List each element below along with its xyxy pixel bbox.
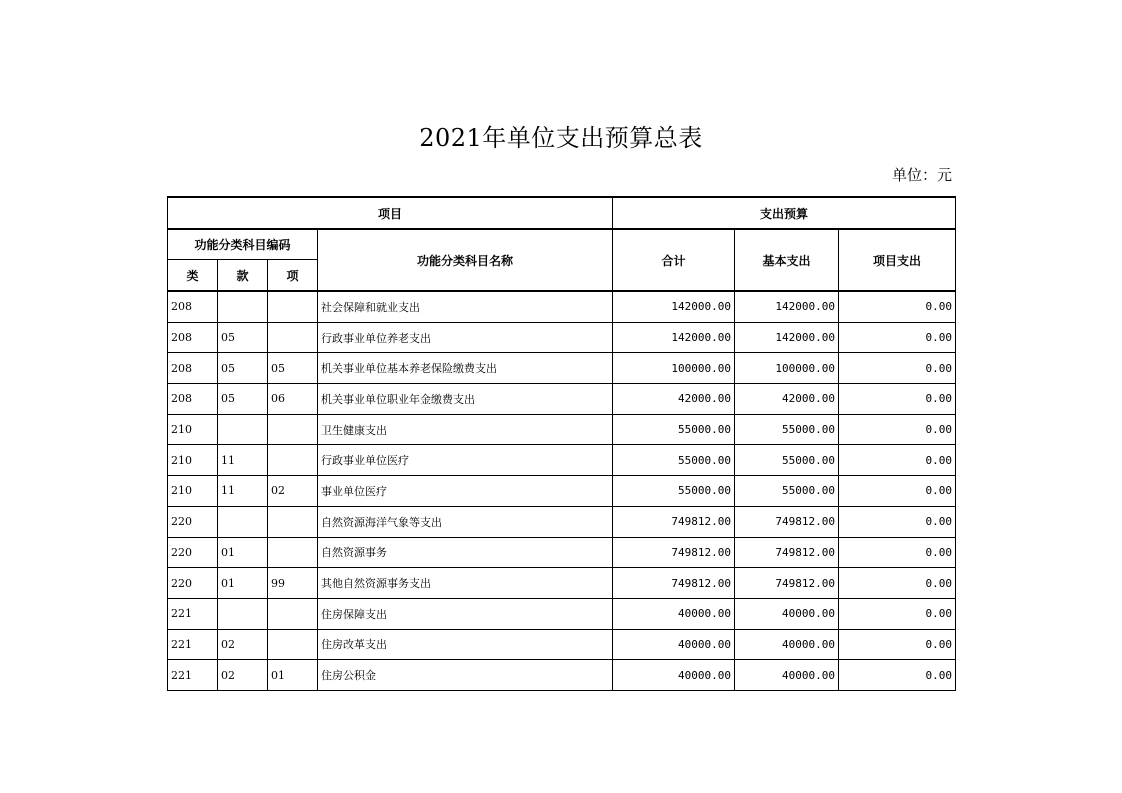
cell-section: 02 <box>218 629 268 660</box>
cell-basic: 749812.00 <box>735 506 839 537</box>
cell-class: 208 <box>168 322 218 353</box>
cell-name: 其他自然资源事务支出 <box>318 568 613 599</box>
cell-class: 208 <box>168 384 218 415</box>
table-row <box>168 629 956 660</box>
cell-project: 0.00 <box>839 414 956 445</box>
cell-section: 05 <box>218 322 268 353</box>
cell-name: 行政事业单位养老支出 <box>318 322 613 353</box>
cell-total: 749812.00 <box>613 568 735 599</box>
header-project-expense: 项目支出 <box>839 229 956 291</box>
page-title: 2021年单位支出预算总表 <box>419 124 703 152</box>
cell-section: 05 <box>218 384 268 415</box>
cell-section <box>218 291 268 322</box>
cell-section: 05 <box>218 353 268 384</box>
cell-total: 749812.00 <box>613 506 735 537</box>
table-row <box>168 384 956 415</box>
cell-item <box>268 291 318 322</box>
header-section: 款 <box>218 260 268 292</box>
cell-basic: 100000.00 <box>735 353 839 384</box>
table-row <box>168 353 956 384</box>
table-row <box>168 506 956 537</box>
table-row <box>168 598 956 629</box>
cell-name: 自然资源事务 <box>318 537 613 568</box>
cell-class: 220 <box>168 568 218 599</box>
cell-project: 0.00 <box>839 291 956 322</box>
cell-name: 机关事业单位基本养老保险缴费支出 <box>318 353 613 384</box>
cell-item: 99 <box>268 568 318 599</box>
cell-total: 749812.00 <box>613 537 735 568</box>
cell-total: 142000.00 <box>613 291 735 322</box>
cell-section: 02 <box>218 660 268 691</box>
cell-section <box>218 414 268 445</box>
cell-basic: 40000.00 <box>735 660 839 691</box>
header-func-code: 功能分类科目编码 <box>168 229 318 260</box>
cell-item <box>268 598 318 629</box>
header-total: 合计 <box>613 229 735 291</box>
table-row <box>168 291 956 322</box>
cell-total: 40000.00 <box>613 660 735 691</box>
cell-basic: 142000.00 <box>735 291 839 322</box>
table-row <box>168 322 956 353</box>
cell-basic: 40000.00 <box>735 629 839 660</box>
cell-name: 行政事业单位医疗 <box>318 445 613 476</box>
cell-basic: 40000.00 <box>735 598 839 629</box>
cell-name: 卫生健康支出 <box>318 414 613 445</box>
cell-project: 0.00 <box>839 445 956 476</box>
cell-project: 0.00 <box>839 568 956 599</box>
unit-label: 单位：元 <box>891 166 952 184</box>
cell-item: 02 <box>268 476 318 507</box>
cell-item <box>268 506 318 537</box>
header-project: 项目 <box>168 197 613 229</box>
cell-section: 01 <box>218 568 268 599</box>
cell-section: 01 <box>218 537 268 568</box>
cell-class: 208 <box>168 291 218 322</box>
cell-total: 40000.00 <box>613 598 735 629</box>
cell-section: 11 <box>218 476 268 507</box>
cell-basic: 55000.00 <box>735 476 839 507</box>
cell-project: 0.00 <box>839 629 956 660</box>
cell-project: 0.00 <box>839 353 956 384</box>
table-row <box>168 537 956 568</box>
cell-item: 05 <box>268 353 318 384</box>
cell-item <box>268 414 318 445</box>
cell-item: 01 <box>268 660 318 691</box>
cell-class: 210 <box>168 445 218 476</box>
budget-table <box>167 196 956 691</box>
cell-total: 42000.00 <box>613 384 735 415</box>
cell-basic: 55000.00 <box>735 445 839 476</box>
header-expense-budget: 支出预算 <box>613 197 956 229</box>
cell-project: 0.00 <box>839 598 956 629</box>
cell-class: 208 <box>168 353 218 384</box>
cell-class: 220 <box>168 506 218 537</box>
cell-class: 210 <box>168 414 218 445</box>
cell-name: 住房公积金 <box>318 660 613 691</box>
table-row <box>168 660 956 691</box>
cell-name: 住房改革支出 <box>318 629 613 660</box>
cell-item <box>268 445 318 476</box>
header-basic: 基本支出 <box>735 229 839 291</box>
cell-total: 100000.00 <box>613 353 735 384</box>
cell-item <box>268 322 318 353</box>
cell-basic: 55000.00 <box>735 414 839 445</box>
cell-project: 0.00 <box>839 322 956 353</box>
cell-project: 0.00 <box>839 506 956 537</box>
cell-total: 55000.00 <box>613 414 735 445</box>
cell-item: 06 <box>268 384 318 415</box>
table-row <box>168 414 956 445</box>
cell-total: 55000.00 <box>613 445 735 476</box>
cell-class: 221 <box>168 629 218 660</box>
cell-basic: 749812.00 <box>735 568 839 599</box>
header-func-name: 功能分类科目名称 <box>318 229 613 291</box>
cell-name: 自然资源海洋气象等支出 <box>318 506 613 537</box>
cell-project: 0.00 <box>839 537 956 568</box>
cell-name: 住房保障支出 <box>318 598 613 629</box>
cell-class: 221 <box>168 598 218 629</box>
cell-project: 0.00 <box>839 476 956 507</box>
cell-section <box>218 598 268 629</box>
cell-class: 220 <box>168 537 218 568</box>
cell-total: 40000.00 <box>613 629 735 660</box>
table-row <box>168 568 956 599</box>
header-class: 类 <box>168 260 218 292</box>
cell-project: 0.00 <box>839 384 956 415</box>
cell-section <box>218 506 268 537</box>
cell-class: 210 <box>168 476 218 507</box>
table-row <box>168 445 956 476</box>
cell-name: 事业单位医疗 <box>318 476 613 507</box>
cell-name: 社会保障和就业支出 <box>318 291 613 322</box>
cell-item <box>268 629 318 660</box>
cell-project: 0.00 <box>839 660 956 691</box>
cell-name: 机关事业单位职业年金缴费支出 <box>318 384 613 415</box>
cell-basic: 142000.00 <box>735 322 839 353</box>
budget-rows <box>168 291 956 690</box>
table-row <box>168 476 956 507</box>
cell-total: 142000.00 <box>613 322 735 353</box>
cell-total: 55000.00 <box>613 476 735 507</box>
cell-section: 11 <box>218 445 268 476</box>
cell-basic: 42000.00 <box>735 384 839 415</box>
cell-class: 221 <box>168 660 218 691</box>
header-item: 项 <box>268 260 318 292</box>
cell-item <box>268 537 318 568</box>
cell-basic: 749812.00 <box>735 537 839 568</box>
